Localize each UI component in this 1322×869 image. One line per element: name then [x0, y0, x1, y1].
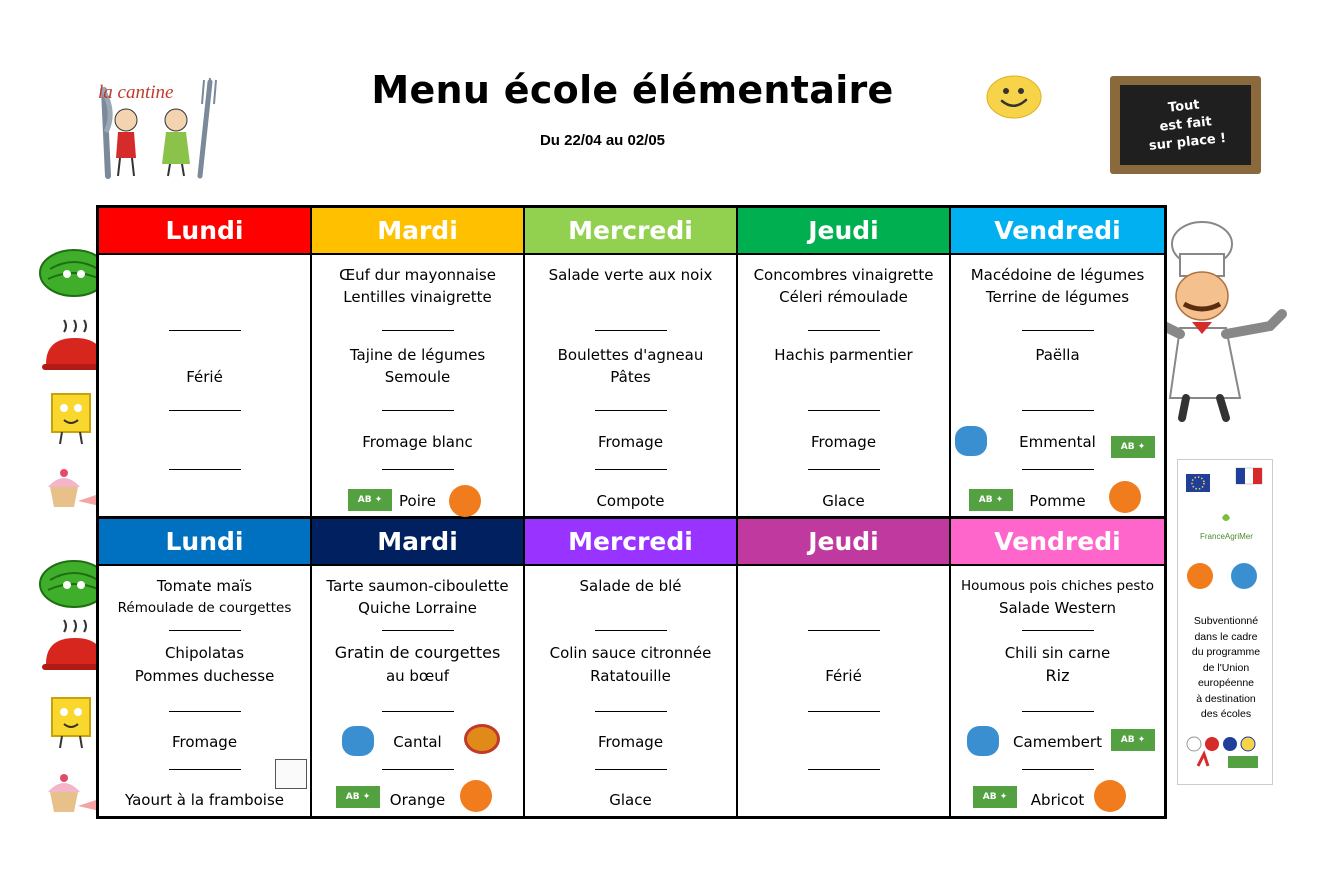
entree-item: Lentilles vinaigrette [343, 288, 492, 306]
dessert-item: Poire [399, 492, 436, 510]
day-header: Mercredi [525, 208, 736, 255]
slate-sign [1110, 76, 1261, 174]
menu-grid [96, 205, 1167, 819]
plat-item: Ratatouille [590, 667, 671, 685]
day-header: Jeudi [738, 519, 949, 566]
entree-item: Rémoulade de courgettes [117, 600, 292, 616]
entree-item: Tomate maïs [156, 577, 253, 595]
page-title: Menu école élémentaire [371, 68, 894, 112]
fromage-item: Fromage [810, 433, 877, 451]
fromage-item: Emmental [1019, 433, 1096, 451]
ferie-label: Férié [825, 667, 862, 685]
ab-bio-label-icon: AB ✦ [1111, 729, 1155, 751]
entree-item: Houmous pois chiches pesto [961, 578, 1154, 594]
dessert-item: Abricot [1030, 791, 1085, 809]
week-1-row [99, 208, 1164, 519]
entree-item: Macédoine de légumes [970, 266, 1145, 284]
fruit-school-icon [1094, 780, 1126, 812]
plat-item: Boulettes d'agneau [557, 346, 704, 364]
day-header: Mercredi [525, 519, 736, 566]
milk-school-icon [967, 726, 999, 756]
fromage-item: Fromage [597, 733, 664, 751]
day-mardi-week1 [312, 208, 525, 519]
day-header: Vendredi [951, 519, 1164, 566]
plat-item: Pommes duchesse [134, 667, 275, 685]
entree-item: Tarte saumon-ciboulette [326, 577, 509, 595]
ab-bio-label-icon: AB ✦ [973, 786, 1017, 808]
fruit-school-icon [449, 485, 481, 517]
dessert-item: Yaourt à la framboise [124, 791, 285, 809]
dessert-item: Glace [609, 791, 652, 809]
day-vendredi-week1 [951, 208, 1164, 519]
date-range: Du 22/04 au 02/05 [539, 132, 666, 149]
entree-item: Salade de blé [579, 577, 682, 595]
plat-item: Tajine de légumes [349, 346, 486, 364]
eu-subsidy-text: Subventionné dans le cadre du programme de l'Union européenne à destination des écoles [1191, 615, 1261, 720]
milk-school-icon [342, 726, 374, 756]
entree-item: Quiche Lorraine [358, 599, 477, 617]
entree-item: Terrine de légumes [985, 288, 1130, 306]
day-header: Vendredi [951, 208, 1164, 255]
slate-text: Tout est fait sur place ! [1148, 97, 1227, 154]
day-header: Mardi [312, 208, 523, 255]
fruit-school-icon [460, 780, 492, 812]
logo-text: la cantine [98, 82, 174, 103]
eu-subsidy-card [1177, 459, 1273, 785]
day-jeudi-week1 [738, 208, 951, 519]
week-2-row [99, 519, 1164, 816]
day-header: Lundi [99, 519, 310, 566]
day-mardi-week2 [312, 519, 525, 816]
plat-item: Colin sauce citronnée [549, 644, 712, 662]
franceagrimer-label: FranceAgriMer [1200, 532, 1253, 541]
day-lundi-week1 [99, 208, 312, 519]
plat-item: Hachis parmentier [774, 346, 913, 364]
entree-item: Salade verte aux noix [548, 266, 713, 284]
fromage-item: Camembert [1013, 733, 1102, 751]
day-jeudi-week2 [738, 519, 951, 816]
day-lundi-week2 [99, 519, 312, 816]
plat-item: Gratin de courgettes [334, 643, 501, 662]
day-mercredi-week2 [525, 519, 738, 816]
plat-item: Chili sin carne [1004, 644, 1111, 662]
fromage-item: Fromage blanc [362, 433, 473, 451]
plat-item: Paëlla [1035, 346, 1080, 364]
fromage-item: Cantal [393, 733, 442, 751]
plat-item: Semoule [384, 368, 451, 386]
day-vendredi-week2 [951, 519, 1164, 816]
dessert-item: Pomme [1029, 492, 1086, 510]
plat-item: au bœuf [385, 667, 450, 685]
entree-item: Salade Western [998, 599, 1117, 617]
plat-item: Pâtes [610, 368, 651, 386]
ab-bio-label-icon: AB ✦ [1111, 436, 1155, 458]
cantine-logo-icon [82, 76, 228, 184]
dessert-item: Glace [822, 492, 865, 510]
day-mercredi-week1 [525, 208, 738, 519]
fromage-item: Fromage [597, 433, 664, 451]
day-header: Mardi [312, 519, 523, 566]
milk-school-icon [955, 426, 987, 456]
aop-label-icon [464, 724, 500, 754]
fruit-school-icon [1109, 481, 1141, 513]
fromage-item: Fromage [171, 733, 238, 751]
quality-labels-icon [1178, 730, 1274, 770]
entree-item: Œuf dur mayonnaise [339, 266, 496, 284]
cow-icon [275, 759, 307, 789]
dessert-item: Orange [389, 791, 446, 809]
ab-bio-label-icon: AB ✦ [969, 489, 1013, 511]
dessert-item: Compote [596, 492, 665, 510]
plat-item: Riz [1045, 666, 1070, 685]
ferie-label: Férié [186, 368, 223, 386]
day-header: Jeudi [738, 208, 949, 255]
entree-item: Concombres vinaigrette [753, 266, 934, 284]
day-header: Lundi [99, 208, 310, 255]
ab-bio-label-icon: AB ✦ [348, 489, 392, 511]
plat-item: Chipolatas [164, 644, 245, 662]
ab-bio-label-icon: AB ✦ [336, 786, 380, 808]
smiley-face-icon [985, 74, 1043, 120]
entree-item: Céleri rémoulade [779, 288, 908, 306]
